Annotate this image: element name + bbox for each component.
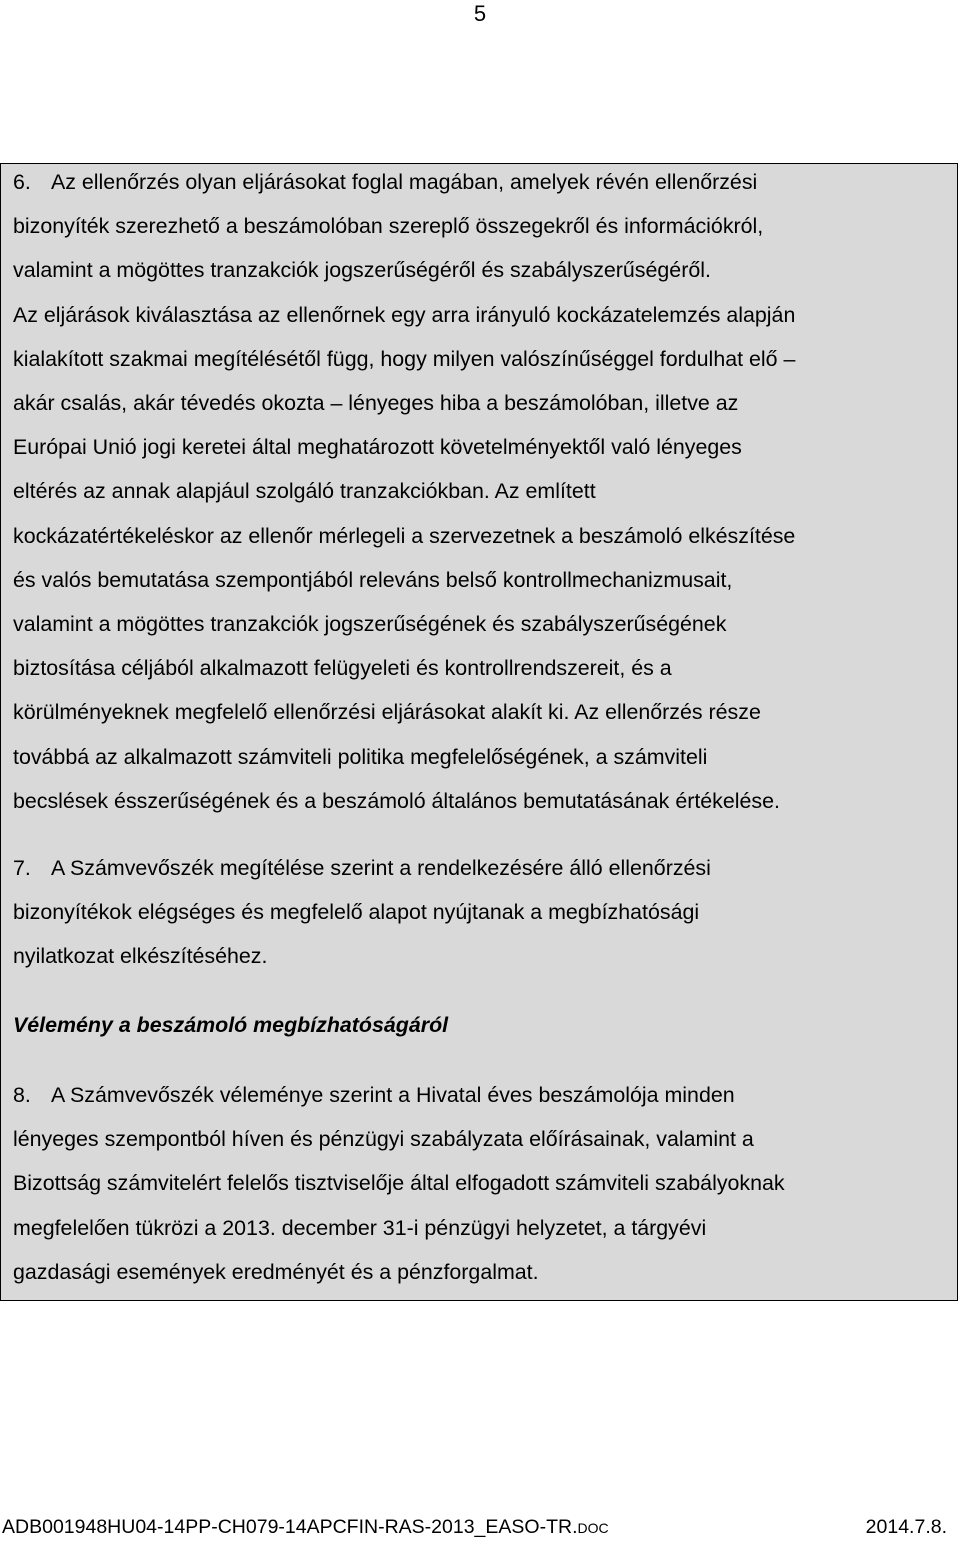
paragraph-8-text: A Számvevőszék véleménye szerint a Hivatal éves beszámolója minden xyxy=(51,1083,735,1107)
paragraph-6-text: Az ellenőrzés olyan eljárásokat foglal magában, amelyek révén ellenőrzési xyxy=(51,170,758,194)
paragraph-6-line-8: eltérés az annak alapjául szolgáló tranzakciókban. Az említett xyxy=(13,479,596,504)
paragraph-8 xyxy=(13,1073,953,1294)
footer-doc-extension: DOC xyxy=(577,1520,609,1536)
paragraph-6-line-4: Az eljárások kiválasztása az ellenőrnek egy arra irányuló kockázatelemzés alapján xyxy=(13,302,796,327)
paragraph-6-line-6: akár csalás, akár tévedés okozta – lényeges hiba a beszámolóban, illetve az xyxy=(13,391,739,416)
paragraph-8-line-1 xyxy=(13,1073,953,1117)
section-heading: Vélemény a beszámoló megbízhatóságáról xyxy=(13,1013,449,1037)
paragraph-8-line-2: lényeges szempontból híven és pénzügyi szabályzata előírásainak, valamint a xyxy=(13,1127,754,1152)
paragraph-8-line-4: megfelelően tükrözi a 2013. december 31-i pénzügyi helyzetet, a tárgyévi xyxy=(13,1215,707,1240)
paragraph-6-line-11: valamint a mögöttes tranzakciók jogszerűségének és szabályszerűségének xyxy=(13,612,727,637)
paragraph-7-line-3: nyilatkozat elkészítéséhez. xyxy=(13,944,268,969)
footer-document-id xyxy=(2,1515,609,1541)
paragraph-6-line-2: bizonyíték szerezhető a beszámolóban szereplő összegekről és információkról, xyxy=(13,214,764,239)
paragraph-6-line-5: kialakított szakmai megítélésétől függ, hogy milyen valószínűséggel fordulhat elő – xyxy=(13,346,796,371)
paragraph-6-number: 6. xyxy=(13,170,31,194)
paragraph-6-line-9: kockázatértékeléskor az ellenőr mérlegeli a szervezetnek a beszámoló elkészítése xyxy=(13,523,796,548)
paragraph-6-line-15: becslések ésszerűségének és a beszámoló általános bemutatásának értékelése. xyxy=(13,788,780,813)
paragraph-6-line-3: valamint a mögöttes tranzakciók jogszerűségéről és szabályszerűségéről. xyxy=(13,258,711,283)
paragraph-7-number: 7. xyxy=(13,856,31,880)
footer-doc-id-text: ADB001948HU04-14PP-CH079-14APCFIN-RAS-2013_EASO-TR. xyxy=(2,1516,578,1538)
footer-date: 2014.7.8. xyxy=(865,1516,947,1538)
paragraph-7-line-1 xyxy=(13,846,953,890)
paragraph-8-line-3: Bizottság számvitelért felelős tisztviselője által elfogadott számviteli szabályoknak xyxy=(13,1171,785,1196)
page-footer xyxy=(0,1515,960,1540)
page-number: 5 xyxy=(473,1,487,26)
paragraph-6-line-13: körülményeknek megfelelő ellenőrzési eljárásokat alakít ki. Az ellenőrzés része xyxy=(13,700,761,725)
paragraph-6-line-14: továbbá az alkalmazott számviteli politika megfelelőségének, a számviteli xyxy=(13,744,708,769)
paragraph-8-line-5: gazdasági események eredményét és a pénzforgalmat. xyxy=(13,1259,539,1284)
paragraph-6 xyxy=(13,160,953,823)
paragraph-6-line-1 xyxy=(13,160,953,204)
paragraph-8-number: 8. xyxy=(13,1083,31,1107)
paragraph-7-line-2: bizonyítékok elégséges és megfelelő alapot nyújtanak a megbízhatósági xyxy=(13,900,700,925)
paragraph-6-line-12: biztosítása céljából alkalmazott felügyeleti és kontrollrendszereit, és a xyxy=(13,656,672,681)
paragraph-6-line-7: Európai Unió jogi keretei által meghatározott követelményektől való lényeges xyxy=(13,435,742,460)
paragraph-6-line-10: és valós bemutatása szempontjából releváns belső kontrollmechanizmusait, xyxy=(13,567,733,592)
paragraph-7-text: A Számvevőszék megítélése szerint a rendelkezésére álló ellenőrzési xyxy=(51,856,711,880)
paragraph-7 xyxy=(13,846,953,979)
